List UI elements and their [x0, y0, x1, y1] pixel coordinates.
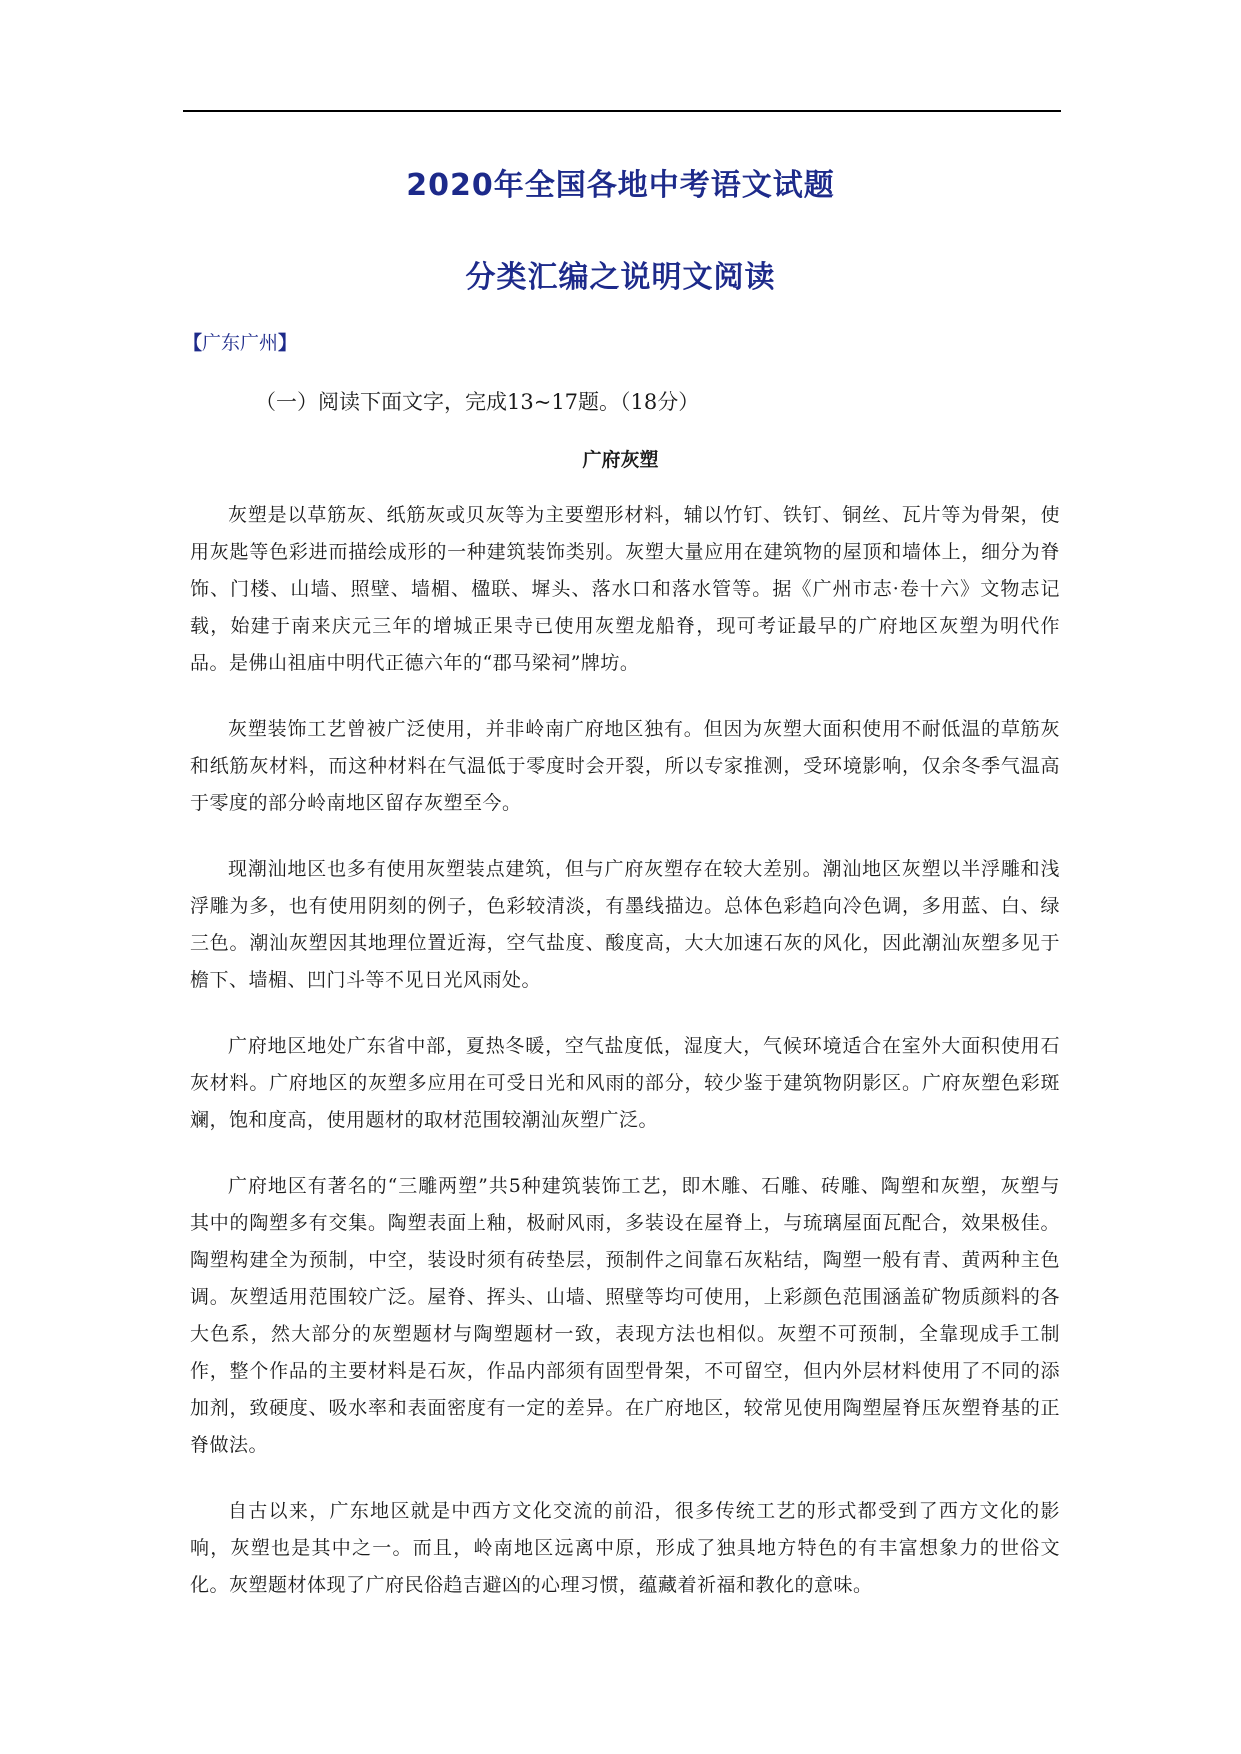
region-bracket-open: 【	[183, 332, 203, 354]
article-title: 广府灰塑	[582, 449, 659, 471]
region-name: 广东广州	[202, 332, 279, 354]
region-label	[183, 328, 297, 355]
page-title-line1: 2020年全国各地中考语文试题	[406, 168, 835, 203]
paragraph-4: 广府地区地处广东省中部，夏热冬暖，空气盐度低，湿度大，气候环境适合在室外大面积使用石灰材料。广府地区的灰塑多应用在可受日光和风雨的部分，较少鉴于建筑物阴影区。广府灰塑色彩斑斓，饱和度高，使用题材的取材范围较潮汕灰塑广泛。	[190, 1035, 1060, 1131]
paragraph-2: 灰塑装饰工艺曾被广泛使用，并非岭南广府地区独有。但因为灰塑大面积使用不耐低温的草筋灰和纸筋灰材料，而这种材料在气温低于零度时会开裂，所以专家推测，受环境影响，仅余冬季气温高于零度的部分岭南地区留存灰塑至今。	[190, 718, 1060, 814]
paragraph-3: 现潮汕地区也多有使用灰塑装点建筑，但与广府灰塑存在较大差别。潮汕地区灰塑以半浮雕和浅浮雕为多，也有使用阴刻的例子，色彩较清淡，有墨线描边。总体色彩趋向冷色调，多用蓝、白、绿三色。潮汕灰塑因其地理位置近海，空气盐度、酸度高，大大加速石灰的风化，因此潮汕灰塑多见于檐下、墙楣、凹门斗等不见日光风雨处。	[190, 858, 1060, 991]
article-body	[190, 497, 1060, 1633]
paragraph-6: 自古以来，广东地区就是中西方文化交流的前沿，很多传统工艺的形式都受到了西方文化的影响，灰塑也是其中之一。而且，岭南地区远离中原，形成了独具地方特色的有丰富想象力的世俗文化。灰塑题材体现了广府民俗趋吉避凶的心理习惯，蕴藏着祈福和教化的意味。	[190, 1500, 1060, 1596]
question-intro: （一）阅读下面文字，完成13~17题。（18分）	[255, 390, 700, 414]
region-bracket-close: 】	[278, 332, 298, 354]
page-title-line2: 分类汇编之说明文阅读	[465, 260, 776, 295]
header-rule	[183, 110, 1061, 112]
paragraph-5: 广府地区有著名的“三雕两塑”共5种建筑装饰工艺，即木雕、石雕、砖雕、陶塑和灰塑，灰塑与其中的陶塑多有交集。陶塑表面上釉，极耐风雨，多装设在屋脊上，与琉璃屋面瓦配合，效果极佳。陶塑构建全为预制，中空，装设时须有砖垫层，预制件之间靠石灰粘结，陶塑一般有青、黄两种主色调。灰塑适用范围较广泛。屋脊、挥头、山墙、照壁等均可使用，上彩颜色范围涵盖矿物质颜料的各大色系，然大部分的灰塑题材与陶塑题材一致，表现方法也相似。灰塑不可预制，全靠现成手工制作，整个作品的主要材料是石灰，作品内部须有固型骨架，不可留空，但内外层材料使用了不同的添加剂，致硬度、吸水率和表面密度有一定的差异。在广府地区，较常见使用陶塑屋脊压灰塑脊基的正脊做法。	[190, 1175, 1060, 1456]
paragraph-1: 灰塑是以草筋灰、纸筋灰或贝灰等为主要塑形材料，辅以竹钉、铁钉、铜丝、瓦片等为骨架，使用灰匙等色彩进而描绘成形的一种建筑装饰类别。灰塑大量应用在建筑物的屋顶和墙体上，细分为脊饰、门楼、山墙、照壁、墙楣、楹联、墀头、落水口和落水管等。据《广州市志·卷十六》文物志记载，始建于南来庆元三年的增城正果寺已使用灰塑龙船脊，现可考证最早的广府地区灰塑为明代作品。是佛山祖庙中明代正德六年的“郡马梁祠”牌坊。	[190, 504, 1060, 674]
